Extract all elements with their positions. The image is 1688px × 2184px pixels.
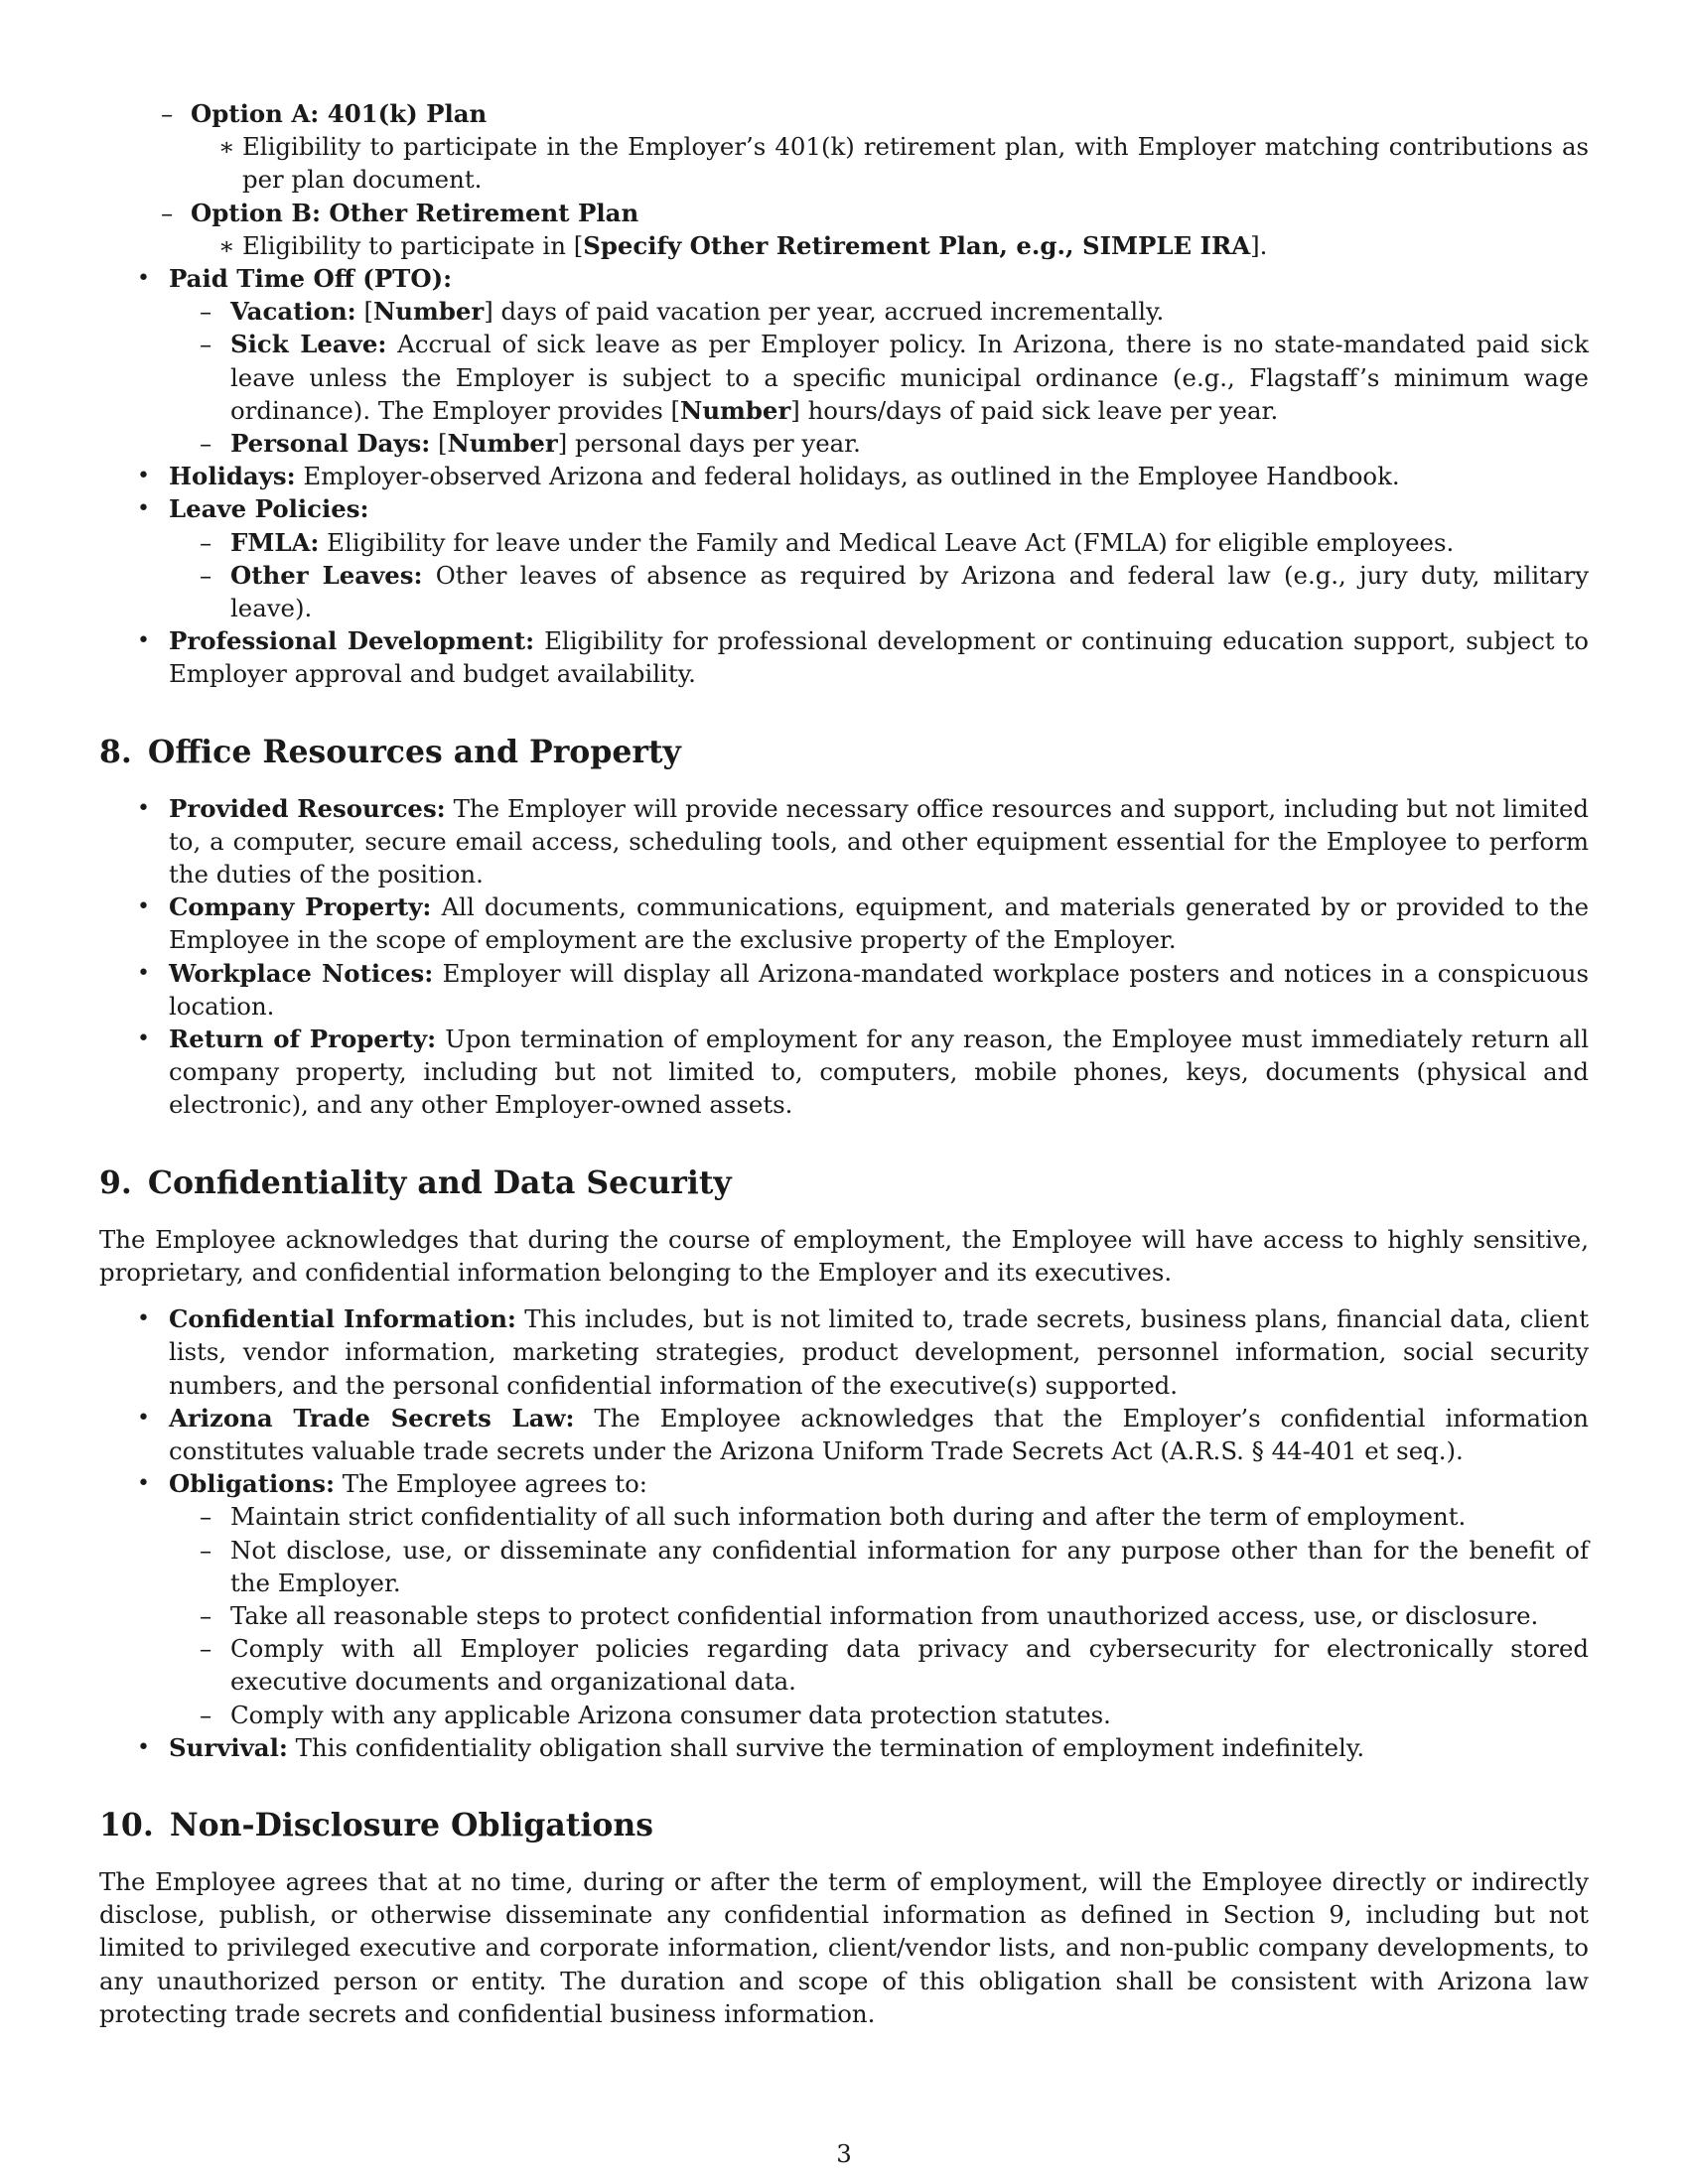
pto-sublist: [169, 295, 1589, 460]
sick-leave-label: Sick Leave:: [230, 330, 387, 359]
option-b-detail-prefix: Eligibility to participate in [: [242, 230, 584, 260]
vacation-label: Vacation:: [230, 297, 356, 327]
obligation-item: – Maintain strict confidentiality of all such information both during and after the term of employment.: [169, 1500, 1589, 1533]
fmla-text: Eligibility for leave under the Family and Medical Leave Act (FMLA) for eligible employees.: [327, 527, 1455, 557]
return-of-property-item: [99, 1023, 1589, 1122]
leave-policies-label: Leave Policies:: [169, 494, 369, 524]
vacation-pre: [: [363, 297, 373, 327]
company-property-text: All documents, communications, equipment, and materials generated by or provided to the Employee in the scope of employment are the exclusive property of the Employer.: [169, 892, 1589, 955]
vacation-item: [169, 295, 1589, 328]
survival-item: [99, 1731, 1589, 1764]
other-leaves-item: [169, 559, 1589, 624]
personal-days-number: Number: [447, 429, 558, 459]
fmla-label: FMLA:: [230, 527, 320, 557]
holidays-item: [99, 460, 1589, 492]
pto-item: [99, 262, 1589, 460]
holidays-label: Holidays:: [169, 462, 296, 491]
holidays-text: Employer-observed Arizona and federal holidays, as outlined in the Employee Handbook.: [303, 462, 1400, 491]
confidential-information-text: This includes, but is not limited to, trade secrets, business plans, financial data, client lists, vendor information, marketing strategies, product development, personnel information, social security numbers, and the personal confidential information of the executive(s) supported.: [169, 1304, 1589, 1400]
obligations-sublist: [169, 1500, 1589, 1730]
pto-label: Paid Time Off (PTO):: [169, 264, 453, 294]
obligations-label: Obligations:: [169, 1469, 335, 1499]
personal-days-text: ] personal days per year.: [557, 429, 861, 459]
option-b-detail-suffix: ].: [1250, 230, 1268, 260]
option-a-label: Option A: 401(k) Plan: [191, 99, 488, 128]
option-a-detail: ∗ Eligibility to participate in the Employer’s 401(k) retirement plan, with Employer matching contributions as per plan document.: [191, 130, 1589, 196]
company-property-item: [99, 890, 1589, 956]
option-b-label: Option B: Other Retirement Plan: [191, 198, 639, 227]
section-8-title: Office Resources and Property: [147, 733, 681, 770]
section-9-intro: The Employee acknowledges that during the course of employment, the Employee will have access to highly sensitive, proprietary, and confidential information belonging to the Employer and its executives.: [99, 1224, 1589, 1287]
sick-leave-number: Number: [680, 395, 791, 425]
return-of-property-text: Upon termination of employment for any reason, the Employee must immediately return all company property, including but not limited to, computers, mobile phones, keys, documents (physical and electronic), and any other Employer-owned assets.: [169, 1024, 1589, 1120]
section-9-title: Confidentiality and Data Security: [147, 1163, 732, 1201]
trade-secrets-label: Arizona Trade Secrets Law:: [169, 1403, 575, 1433]
option-a-sublist: [191, 130, 1589, 196]
trade-secrets-text: The Employee acknowledges that the Employer’s confidential information constitutes valuable trade secrets under the Arizona Uniform Trade Secrets Act (A.R.S. § 44-401 et seq.).: [169, 1403, 1589, 1465]
section-8-list: [99, 792, 1589, 1122]
vacation-number: Number: [372, 297, 485, 327]
trade-secrets-item: [99, 1402, 1589, 1467]
option-b-detail-bold: Specify Other Retirement Plan, e.g., SIMPLE IRA: [583, 230, 1251, 260]
other-leaves-label: Other Leaves:: [230, 560, 423, 590]
section-10-body: The Employee agrees that at no time, during or after the term of employment, will the Employee directly or indirectly disclose, publish, or otherwise disseminate any confidential information as defined in Section 9, including but not limited to privileged executive and corporate information, client/vendor lists, and non-public company developments, to any unauthorized person or entity. The duration and scope of this obligation shall be consistent with Arizona law protecting trade secrets and confidential business information.: [99, 1866, 1589, 2028]
workplace-notices-label: Workplace Notices:: [169, 958, 434, 988]
obligations-item: [99, 1467, 1589, 1731]
obligations-text: The Employee agrees to:: [342, 1469, 647, 1499]
return-of-property-label: Return of Property:: [169, 1024, 437, 1054]
obligation-item: – Comply with all Employer policies regarding data privacy and cybersecurity for electronically stored executive documents and organizational data.: [169, 1632, 1589, 1698]
option-b-sublist: [191, 229, 1589, 262]
personal-days-label: Personal Days:: [230, 429, 431, 459]
option-a-item: [161, 97, 1589, 197]
section-9-list: [99, 1302, 1589, 1764]
section-8-heading: [99, 733, 1589, 772]
section-9-number: 9.: [99, 1163, 132, 1201]
section-10-title: Non-Disclosure Obligations: [169, 1806, 654, 1843]
page-number: 3: [836, 2139, 852, 2168]
leave-policies-item: [99, 492, 1589, 624]
section-10-number: 10.: [99, 1806, 154, 1843]
section-8-number: 8.: [99, 733, 132, 770]
benefits-list: [99, 262, 1589, 691]
obligation-item: – Take all reasonable steps to protect confidential information from unauthorized access, use, or disclosure.: [169, 1599, 1589, 1632]
document-page: [99, 97, 1589, 2044]
section-10-heading: [99, 1806, 1589, 1845]
professional-development-text: Eligibility for professional development or continuing education support, subject to Employer approval and budget availability.: [169, 626, 1589, 689]
personal-days-item: [169, 427, 1589, 460]
option-b-item: [161, 197, 1589, 262]
vacation-text: ] days of paid vacation per year, accrued incrementally.: [484, 297, 1165, 327]
professional-development-item: [99, 624, 1589, 690]
workplace-notices-text: Employer will display all Arizona-mandated workplace posters and notices in a conspicuous location.: [169, 958, 1589, 1021]
provided-resources-item: [99, 792, 1589, 891]
confidential-information-item: [99, 1302, 1589, 1402]
professional-development-label: Professional Development:: [169, 626, 535, 656]
obligation-item: – Comply with any applicable Arizona consumer data protection statutes.: [169, 1699, 1589, 1731]
provided-resources-text: The Employer will provide necessary office resources and support, including but not limited to, a computer, secure email access, scheduling tools, and other equipment essential for the Employee to perform the duties of the position.: [169, 793, 1589, 889]
retirement-options-list: [161, 97, 1589, 262]
personal-days-pre: [: [437, 429, 448, 459]
confidential-information-label: Confidential Information:: [169, 1304, 516, 1334]
other-leaves-text: Other leaves of absence as required by Arizona and federal law (e.g., jury duty, military leave).: [230, 560, 1589, 623]
survival-label: Survival:: [169, 1732, 288, 1762]
option-b-detail: [191, 229, 1589, 262]
leave-sublist: [169, 526, 1589, 625]
section-9-heading: [99, 1163, 1589, 1203]
obligation-item: – Not disclose, use, or disseminate any confidential information for any purpose other than for the benefit of the Employer.: [169, 1534, 1589, 1599]
workplace-notices-item: [99, 957, 1589, 1023]
company-property-label: Company Property:: [169, 892, 432, 922]
sick-leave-text-2: ] hours/days of paid sick leave per year.: [790, 395, 1279, 425]
sick-leave-text-1: Accrual of sick leave as per Employer policy. In Arizona, there is no state-mandated paid sick leave unless the Employer is subject to a specific municipal ordinance (e.g., Flagstaff’s minimum wage ordinance). The Employer provides [: [230, 330, 1589, 425]
survival-text: This confidentiality obligation shall survive the termination of employment indefinitely.: [295, 1732, 1365, 1762]
provided-resources-label: Provided Resources:: [169, 793, 446, 823]
fmla-item: [169, 526, 1589, 559]
sick-leave-item: [169, 328, 1589, 427]
